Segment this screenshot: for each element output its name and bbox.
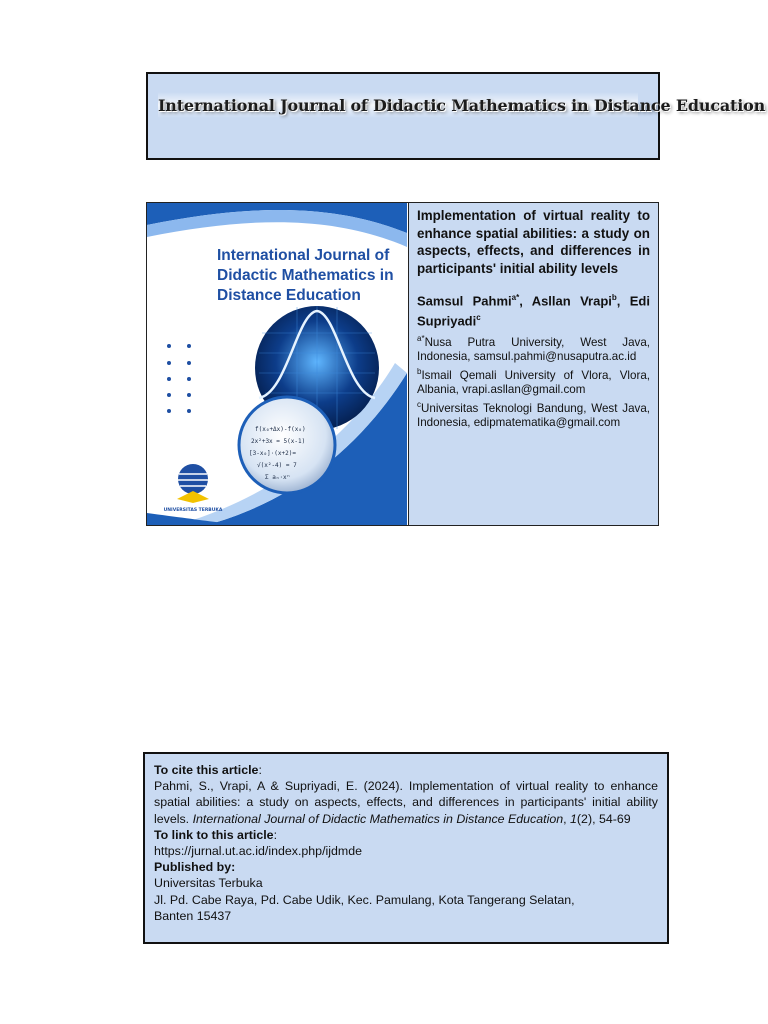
svg-text:[3-x₀]·(x+2)=: [3-x₀]·(x+2)= <box>249 450 296 457</box>
svg-text:Σ aₙ·xⁿ: Σ aₙ·xⁿ <box>265 474 291 481</box>
journal-banner <box>146 72 766 160</box>
article-info-block <box>146 202 659 526</box>
published-label: Published by: <box>154 860 236 875</box>
publisher-address-line-2: Banten 15437 <box>154 908 232 923</box>
author-list: Samsul Pahmi$^{a*}$, Asllan Vrapi$^b$, Edi Supriyadi$^c$ <box>417 293 650 329</box>
publisher-name: Universitas Terbuka <box>154 876 263 891</box>
affiliation: $^b$Ismail Qemali University of Vlora, Vlora, Albania, vrapi.asllan@gmail.com <box>417 366 650 397</box>
svg-text:UNIVERSITAS TERBUKA: UNIVERSITAS TERBUKA <box>163 508 223 513</box>
affiliation: $^c$Universitas Teknologi Bandung, West Java, Indonesia, edipmatematika@gmail.com <box>417 399 650 430</box>
journal-banner-title: International Journal of Didactic Mathematics in Distance Education <box>158 92 638 118</box>
cover-title-line-2: Didactic Mathematics in <box>217 267 394 284</box>
citation-box: To cite this article: Pahmi, S., Vrapi, A & Supriyadi, E. (2024). Implementation of virtual reality to enhance spatial abilities: a study on aspects, effects, and differences in participants' initial ability levels. International Journal of Didactic Mathematics in Distance Education, 1(2), 54-69 To link to this article: https://jurnal.ut.ac.id/index.php/ijdmde Published by: Universitas Terbuka Jl. Pd. Cabe Raya, Pd. Cabe Udik, Kec. Pamulang, Kota Tangerang Selatan, Banten 15437 <box>143 752 669 944</box>
journal-cover-illustration <box>147 203 407 525</box>
article-title: Implementation of virtual reality to enhance spatial abilities: a study on aspects, effects, and differences in participants' initial ability levels <box>417 208 650 276</box>
cover-title-line-3: Distance Education <box>217 287 361 304</box>
author-name: Asllan Vrapi <box>531 293 612 309</box>
universitas-terbuka-logo-icon <box>164 464 223 513</box>
article-details-panel <box>409 203 658 525</box>
publisher-address-line-1: Jl. Pd. Cabe Raya, Pd. Cabe Udik, Kec. Pamulang, Kota Tangerang Selatan, <box>154 892 575 907</box>
svg-text:√(x²-4) = 7: √(x²-4) = 7 <box>257 462 297 469</box>
svg-text:2x²+3x = 5(x-1): 2x²+3x = 5(x-1) <box>251 438 306 445</box>
cite-label: To cite this article <box>154 763 259 777</box>
citation-text: Pahmi, S., Vrapi, A & Supriyadi, E. (2024). Implementation of virtual reality to enhance spatial abilities: a study on aspects, effects, and differences in participants' initial ability levels. International Journal of Didactic Mathematics in Distance Education, 1(2), 54-69 <box>154 779 658 826</box>
svg-text:f(x₀+Δx)-f(x₀): f(x₀+Δx)-f(x₀) <box>255 426 306 433</box>
cover-title-line-1: International Journal of <box>217 247 390 264</box>
journal-cover-image <box>147 203 409 525</box>
link-label: To link to this article <box>154 827 274 842</box>
author-name: Samsul Pahmi <box>417 293 512 309</box>
cite-journal: International Journal of Didactic Mathematics in Distance Education <box>192 811 564 826</box>
affiliation: $^{a*}$Nusa Putra University, West Java, Indonesia, samsul.pahmi@nusaputra.ac.id <box>417 333 650 364</box>
author-name: Edi Supriyadi <box>417 293 650 329</box>
article-link[interactable]: https://jurnal.ut.ac.id/index.php/ijdmde <box>154 844 363 859</box>
